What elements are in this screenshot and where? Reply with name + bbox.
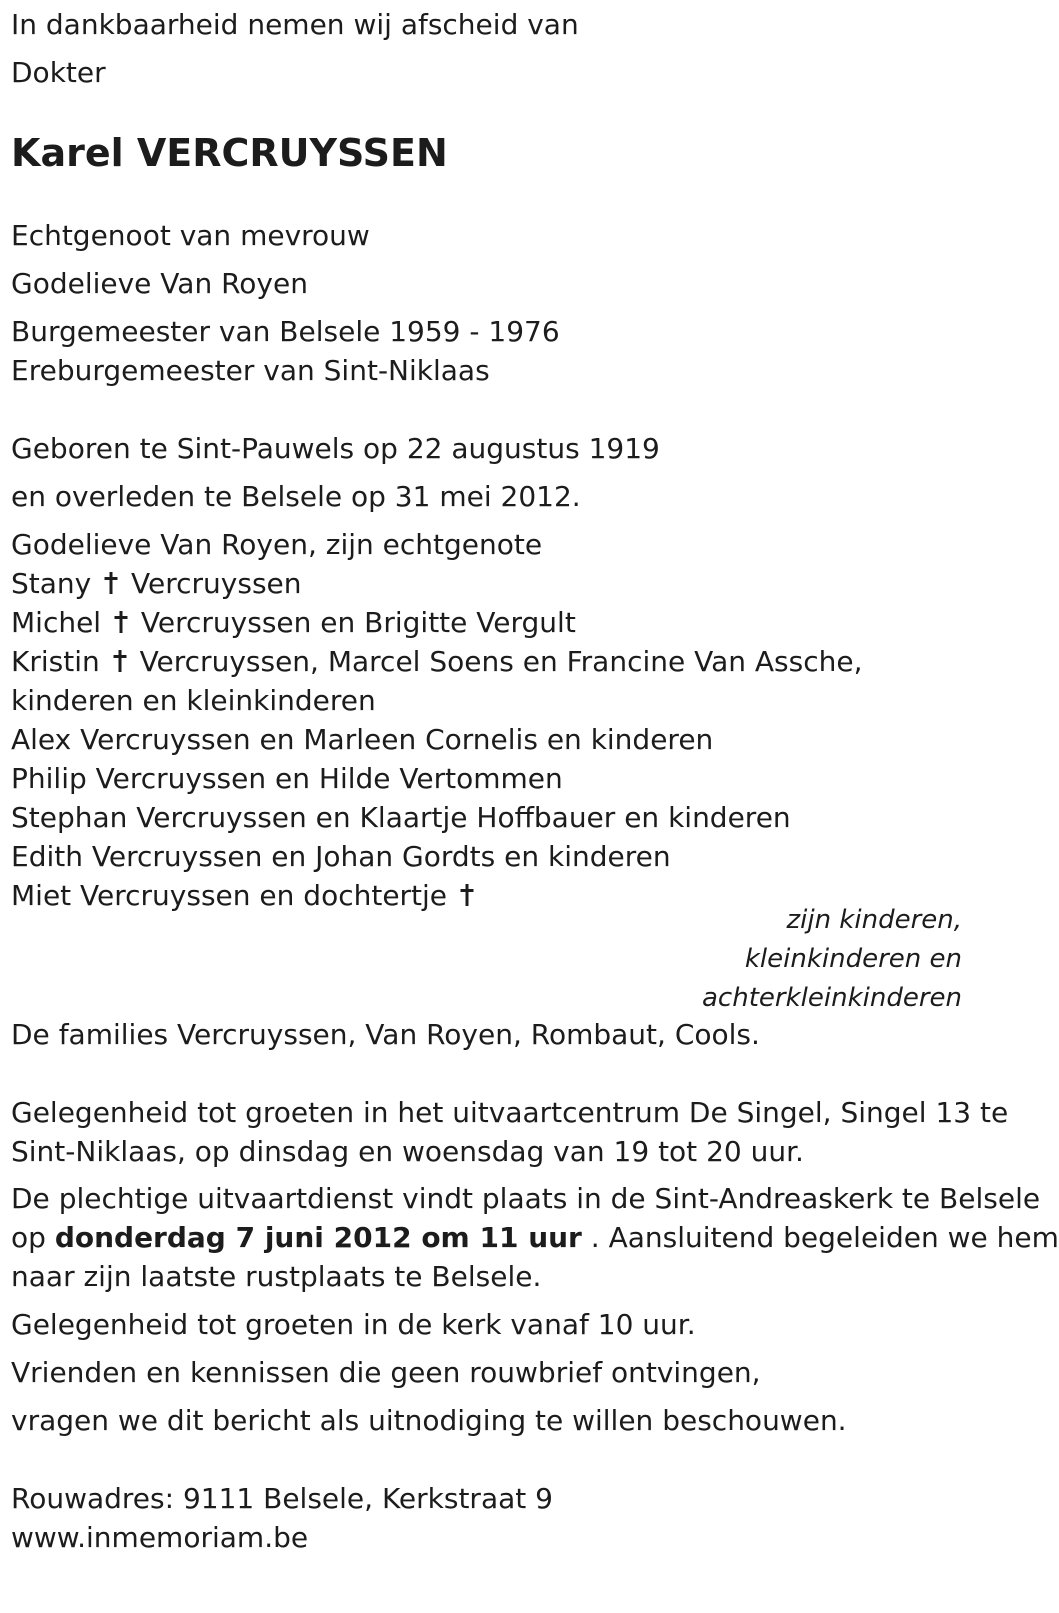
church-greeting: Gelegenheid tot groeten in de kerk vanaf 10 uur. [11,1308,696,1341]
family-kristin [11,643,863,681]
family-kristin-first: Kristin [11,645,100,678]
family-stany [11,565,302,603]
cross-icon [456,877,478,915]
service-prefix: op [11,1221,46,1254]
cross-icon [100,565,122,603]
family-stany-last: Vercruyssen [131,567,302,600]
service-line-3: naar zijn laatste rustplaats te Belsele. [11,1260,542,1293]
family-edith: Edith Vercruyssen en Johan Gordts en kinderen [11,840,671,873]
website-link[interactable]: www.inmemoriam.be [11,1521,309,1554]
service-line-1: De plechtige uitvaartdienst vindt plaats in de Sint-Andreaskerk te Belsele [11,1182,1041,1215]
note-children: zijn kinderen, [786,905,962,935]
family-miet [11,877,478,915]
note-great-grandchildren: achterkleinkinderen [702,983,962,1013]
family-spouse: Godelieve Van Royen, zijn echtgenote [11,528,543,561]
cross-icon [109,643,131,681]
family-kristin-last: Vercruyssen, Marcel Soens en Francine Van Assche, [139,645,863,678]
family-stany-first: Stany [11,567,92,600]
family-philip: Philip Vercruyssen en Hilde Vertommen [11,762,563,795]
birth-line: Geboren te Sint-Pauwels op 22 augustus 1919 [11,432,660,465]
intro-text: In dankbaarheid nemen wij afscheid van [11,8,579,41]
spouse-name: Godelieve Van Royen [11,267,308,300]
spouse-label: Echtgenoot van mevrouw [11,219,370,252]
family-miet-text: Miet Vercruyssen en dochtertje [11,879,448,912]
mourning-address: Rouwadres: 9111 Belsele, Kerkstraat 9 [11,1482,553,1515]
family-stephan: Stephan Vercruyssen en Klaartje Hoffbauer en kinderen [11,801,791,834]
title-prefix: Dokter [11,56,106,89]
family-alex: Alex Vercruyssen en Marleen Cornelis en kinderen [11,723,714,756]
invite-line-2: vragen we dit bericht als uitnodiging te willen beschouwen. [11,1404,847,1437]
service-suffix: . Aansluitend begeleiden we hem [590,1221,1059,1254]
cross-icon [110,604,132,642]
invite-line-1: Vrienden en kennissen die geen rouwbrief ontvingen, [11,1356,761,1389]
service-date: donderdag 7 juni 2012 om 11 uur [54,1221,582,1254]
deceased-name: Karel VERCRUYSSEN [11,131,448,175]
visitation-line-2: Sint-Niklaas, op dinsdag en woensdag van 19 tot 20 uur. [11,1135,804,1168]
family-michel-first: Michel [11,606,102,639]
family-kristin-continued: kinderen en kleinkinderen [11,684,376,717]
family-michel [11,604,576,642]
visitation-line-1: Gelegenheid tot groeten in het uitvaartcentrum De Singel, Singel 13 te [11,1096,1009,1129]
note-grandchildren: kleinkinderen en [744,944,962,974]
families-line: De families Vercruyssen, Van Royen, Rombaut, Cools. [11,1018,760,1051]
service-line-2 [11,1219,1059,1257]
role-honorary-mayor: Ereburgemeester van Sint-Niklaas [11,354,490,387]
death-line: en overleden te Belsele op 31 mei 2012. [11,480,581,513]
family-michel-last: Vercruyssen en Brigitte Vergult [140,606,576,639]
role-mayor: Burgemeester van Belsele 1959 - 1976 [11,315,560,348]
